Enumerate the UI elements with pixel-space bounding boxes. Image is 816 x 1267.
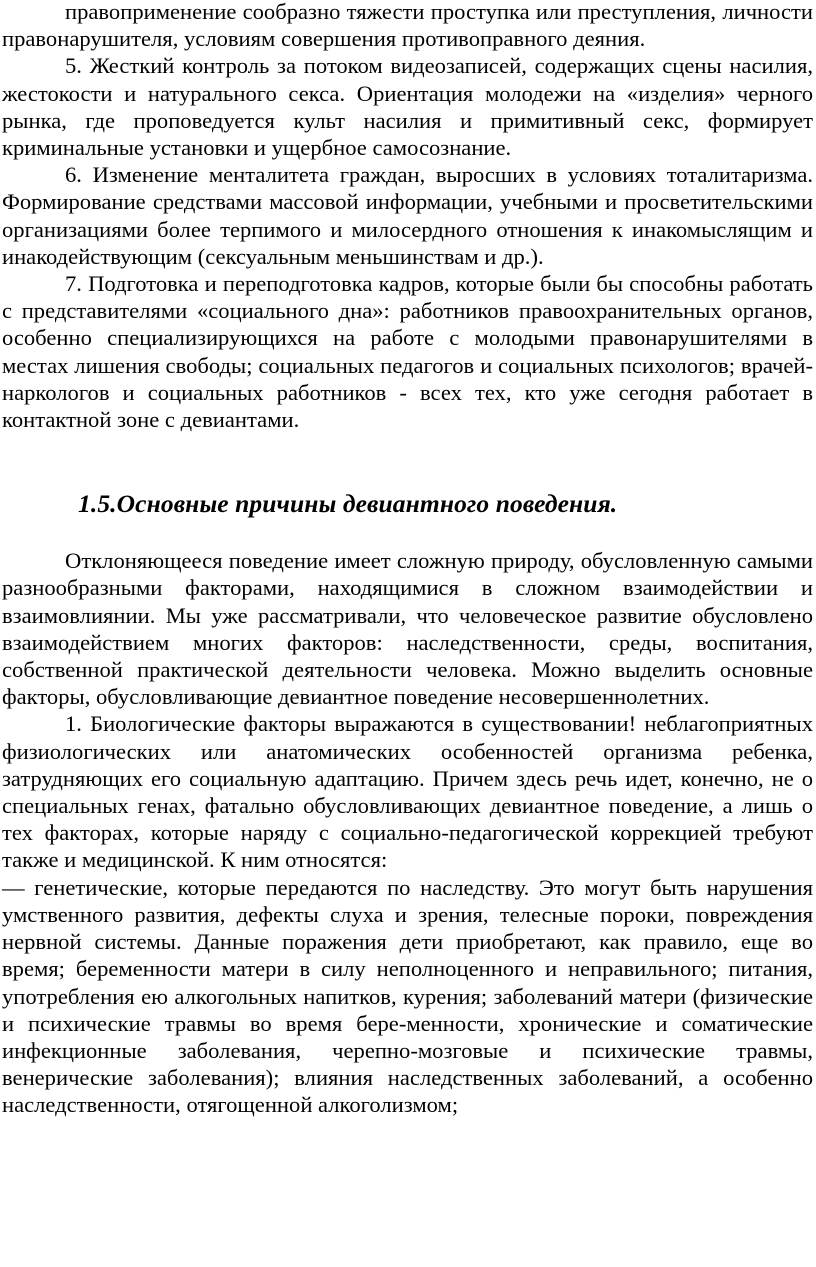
list-item-6: 6. Изменение менталитета граждан, выросших в условиях тоталитаризма. Формирование средствами массовой информации, учебными и просветительскими организациями более терпимого и милосердного отношения к инакомыслящим и инакодействующим (сексуальным меньшинствам и др.). xyxy=(2,162,813,269)
list-item-5: 5. Жесткий контроль за потоком видеозаписей, содержащих сцены насилия, жестокости и натурального секса. Ориентация молодежи на «изделия» черного рынка, где проповедуется культ насилия и примитивный секс, формирует криминальные установки и ущербное самосознание. xyxy=(2,53,813,161)
intro-paragraph: правоприменение сообразно тяжести проступка или преступления, личности правонарушителя, условиям совершения противоправного деяния. xyxy=(2,0,813,52)
genetic-factors-paragraph: — генетические, которые передаются по наследству. Это могут быть нарушения умственного развития, дефекты слуха и зрения, телесные пороки, повреждения нервной системы. Данные поражения дети приобретают, как правило, еще во время; беременности матери в силу неполноценного и неправильного; питания, употребления ею алкогольных напитков, курения; заболеваний матери (физические и психические травмы во время бере-менности, хронические и соматические инфекционные заболевания, черепно-мозговые и психические травмы, венерические заболевания); влияния наследственных заболеваний, а особенно наследственности, отягощенной алкоголизмом; xyxy=(2,874,813,1118)
list-item-7: 7. Подготовка и переподготовка кадров, которые были бы способны работать с представителями «социального дна»: работников правоохранительных органов, особенно специализирующихся на работе с молодыми правонарушителями в местах лишения свободы; социальных педагогов и социальных психологов; врачей-наркологов и социальных работников - всех тех, кто уже сегодня работает в контактной зоне с девиантами. xyxy=(2,271,813,433)
section-intro-paragraph: Отклоняющееся поведение имеет сложную природу, обусловленную самыми разнообразными факторами, находящимися в сложном взаимодействии и взаимовлиянии. Мы уже рассматривали, что человеческое развитие обусловлено взаимодействием многих факторов: наследственности, среды, воспитания, собственной практической деятельности человека. Можно выделить основные факторы, обусловливающие девиантное поведение несовершеннолетних. xyxy=(2,548,813,710)
section-heading: 1.5.Основные причины девиантного поведения. xyxy=(78,489,618,519)
factor-1-paragraph: 1. Биологические факторы выражаются в существовании! неблагоприятных физиологических или анатомических особенностей организма ребенка, затрудняющих его социальную адаптацию. Причем здесь речь идет, конечно, не о специальных генах, фатально обусловливающих девиантное поведение, а лишь о тех факторах, которые наряду с социально-педагогической коррекцией требуют также и медицинской. К ним относятся: xyxy=(2,711,813,873)
